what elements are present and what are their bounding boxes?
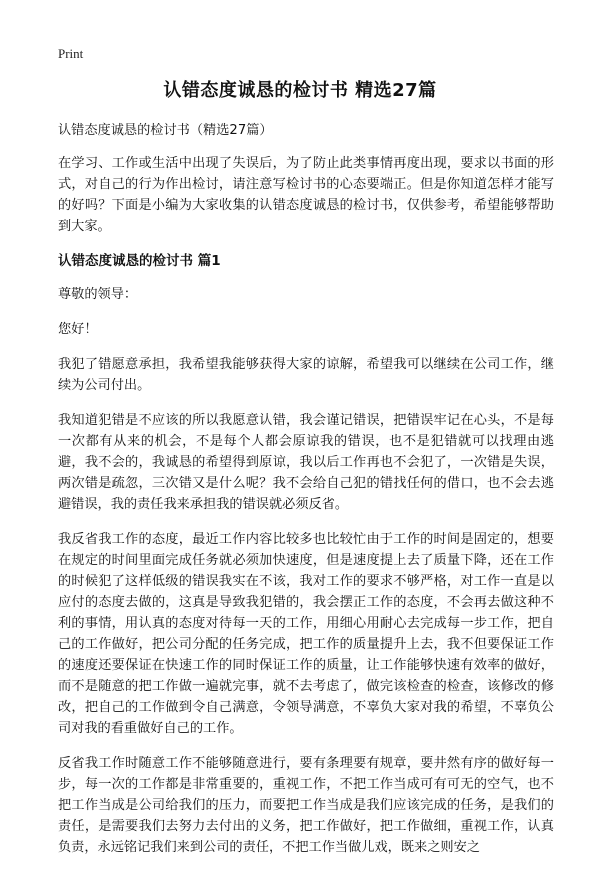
document-body	[58, 120, 554, 872]
salutation: 尊敬的领导：	[58, 287, 138, 302]
page-title: 认错态度诚恳的检讨书 精选27篇	[163, 80, 437, 101]
body-paragraph: 我犯了错愿意承担，我希望我能够获得大家的谅解，希望我可以继续在公司工作，继续为公司付出。	[58, 357, 554, 393]
greeting: 您好！	[58, 322, 98, 337]
body-paragraph: 反省我工作时随意工作不能够随意进行，要有条理要有规章，要井然有序的做好每一步，每一次的工作都是非常重要的，重视工作，不把工作当成可有可无的空气，也不把工作当成是公司给我们的压力，而要把工作当成是我们应该完成的任务，是我们的责任，是需要我们去努力去付出的义务，把工作做好，把工作做细，重视工作，认真负责，永远铭记我们来到公司的责任，不把工作当做儿戏，既来之则安之	[58, 756, 554, 855]
body-paragraph: 我知道犯错是不应该的所以我愿意认错，我会谨记错误，把错误牢记在心头，不是每一次都有从来的机会，不是每个人都会原谅我的错误，也不是犯错就可以找理由逃避，我不会的，我诚恳的希望得到原谅，我以后工作再也不会犯了，一次错是失误，两次错是疏忽，三次错又是什么呢？我不会给自己犯的错找任何的借口，也不会去逃避错误，我的责任我来承担我的错误就必须反省。	[58, 413, 554, 512]
print-link[interactable]: Print	[58, 46, 84, 61]
section-heading: 认错态度诚恳的检讨书 篇1	[58, 253, 221, 269]
intro-paragraph: 在学习、工作或生活中出现了失误后，为了防止此类事情再度出现，要求以书面的形式，对自己的行为作出检讨，请注意写检讨书的心态要端正。但是你知道怎样才能写的好吗？下面是小编为大家收集的认错态度诚恳的检讨书，仅供参考，希望能够帮助到大家。	[58, 156, 554, 234]
body-paragraph: 我反省我工作的态度，最近工作内容比较多也比较忙由于工作的时间是固定的，想要在规定的时间里面完成任务就必须加快速度，但是速度提上去了质量下降，还在工作的时候犯了这样低级的错误我实在不该，我对工作的要求不够严格，对工作一直是以应付的态度去做的，这真是导致我犯错的，我会摆正工作的态度，不会再去做这种不利的事情，用认真的态度对待每一天的工作，用细心用耐心去完成每一步工作，把自己的工作做好，把公司分配的任务完成，把工作的质量提升上去，我不但要保证工作的速度还要保证在快速工作的同时保证工作的质量，让工作能够快速有效率的做好，而不是随意的把工作做一遍就完事，就不去考虑了，做完该检查的检查，该修改的修改，把自己的工作做到令自己满意，令领导满意，不辜负大家对我的希望，不辜负公司对我的看重做好自己的工作。	[58, 532, 554, 736]
document-subtitle: 认错态度诚恳的检讨书（精选27篇）	[58, 123, 273, 138]
